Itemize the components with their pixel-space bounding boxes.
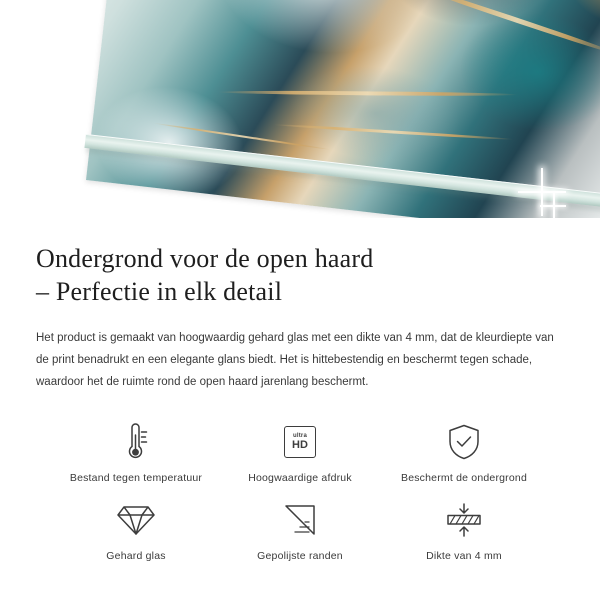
feature-item bbox=[54, 498, 218, 562]
sparkle-icon bbox=[540, 192, 566, 218]
shield-check-icon bbox=[445, 420, 483, 464]
polished-edges-icon bbox=[283, 498, 317, 542]
feature-item bbox=[218, 498, 382, 562]
page-title bbox=[36, 242, 564, 309]
feature-grid bbox=[36, 420, 564, 562]
headline-line-1: Ondergrond voor de open haard bbox=[36, 244, 374, 273]
hero-image bbox=[0, 0, 600, 218]
feature-label: Gehard glas bbox=[106, 549, 166, 562]
gold-vein bbox=[412, 0, 600, 58]
thermometer-icon bbox=[119, 420, 153, 464]
headline-line-2: – Perfectie in elk detail bbox=[36, 277, 283, 307]
ultra-hd-icon bbox=[284, 420, 316, 464]
content-section bbox=[0, 218, 600, 562]
description-paragraph: Het product is gemaakt van hoogwaardig gehard glas met een dikte van 4 mm, dat de kleurdiepte van de print benadrukt en een elegante glans biedt. Het is hittebestendig en beschermt tegen schade, waardoor het de ruimte rond de open haard jarenlang beschermt. bbox=[36, 331, 554, 389]
ultra-hd-badge-top: ultra bbox=[292, 432, 307, 439]
feature-label: Hoogwaardige afdruk bbox=[248, 471, 352, 484]
diamond-icon bbox=[116, 498, 156, 542]
feature-item bbox=[54, 420, 218, 484]
feature-item bbox=[218, 420, 382, 484]
feature-label: Gepolijste randen bbox=[257, 549, 343, 562]
feature-label: Dikte van 4 mm bbox=[426, 549, 502, 562]
feature-label: Beschermt de ondergrond bbox=[400, 471, 527, 484]
thickness-4mm-icon bbox=[443, 498, 485, 542]
hero-image-inner bbox=[0, 0, 600, 218]
feature-label: Bestand tegen temperatuur bbox=[69, 471, 203, 484]
ultra-hd-badge-bottom: HD bbox=[292, 438, 308, 451]
gold-vein bbox=[218, 90, 518, 97]
gold-vein bbox=[274, 123, 514, 141]
feature-item bbox=[382, 420, 546, 484]
feature-item bbox=[382, 498, 546, 562]
